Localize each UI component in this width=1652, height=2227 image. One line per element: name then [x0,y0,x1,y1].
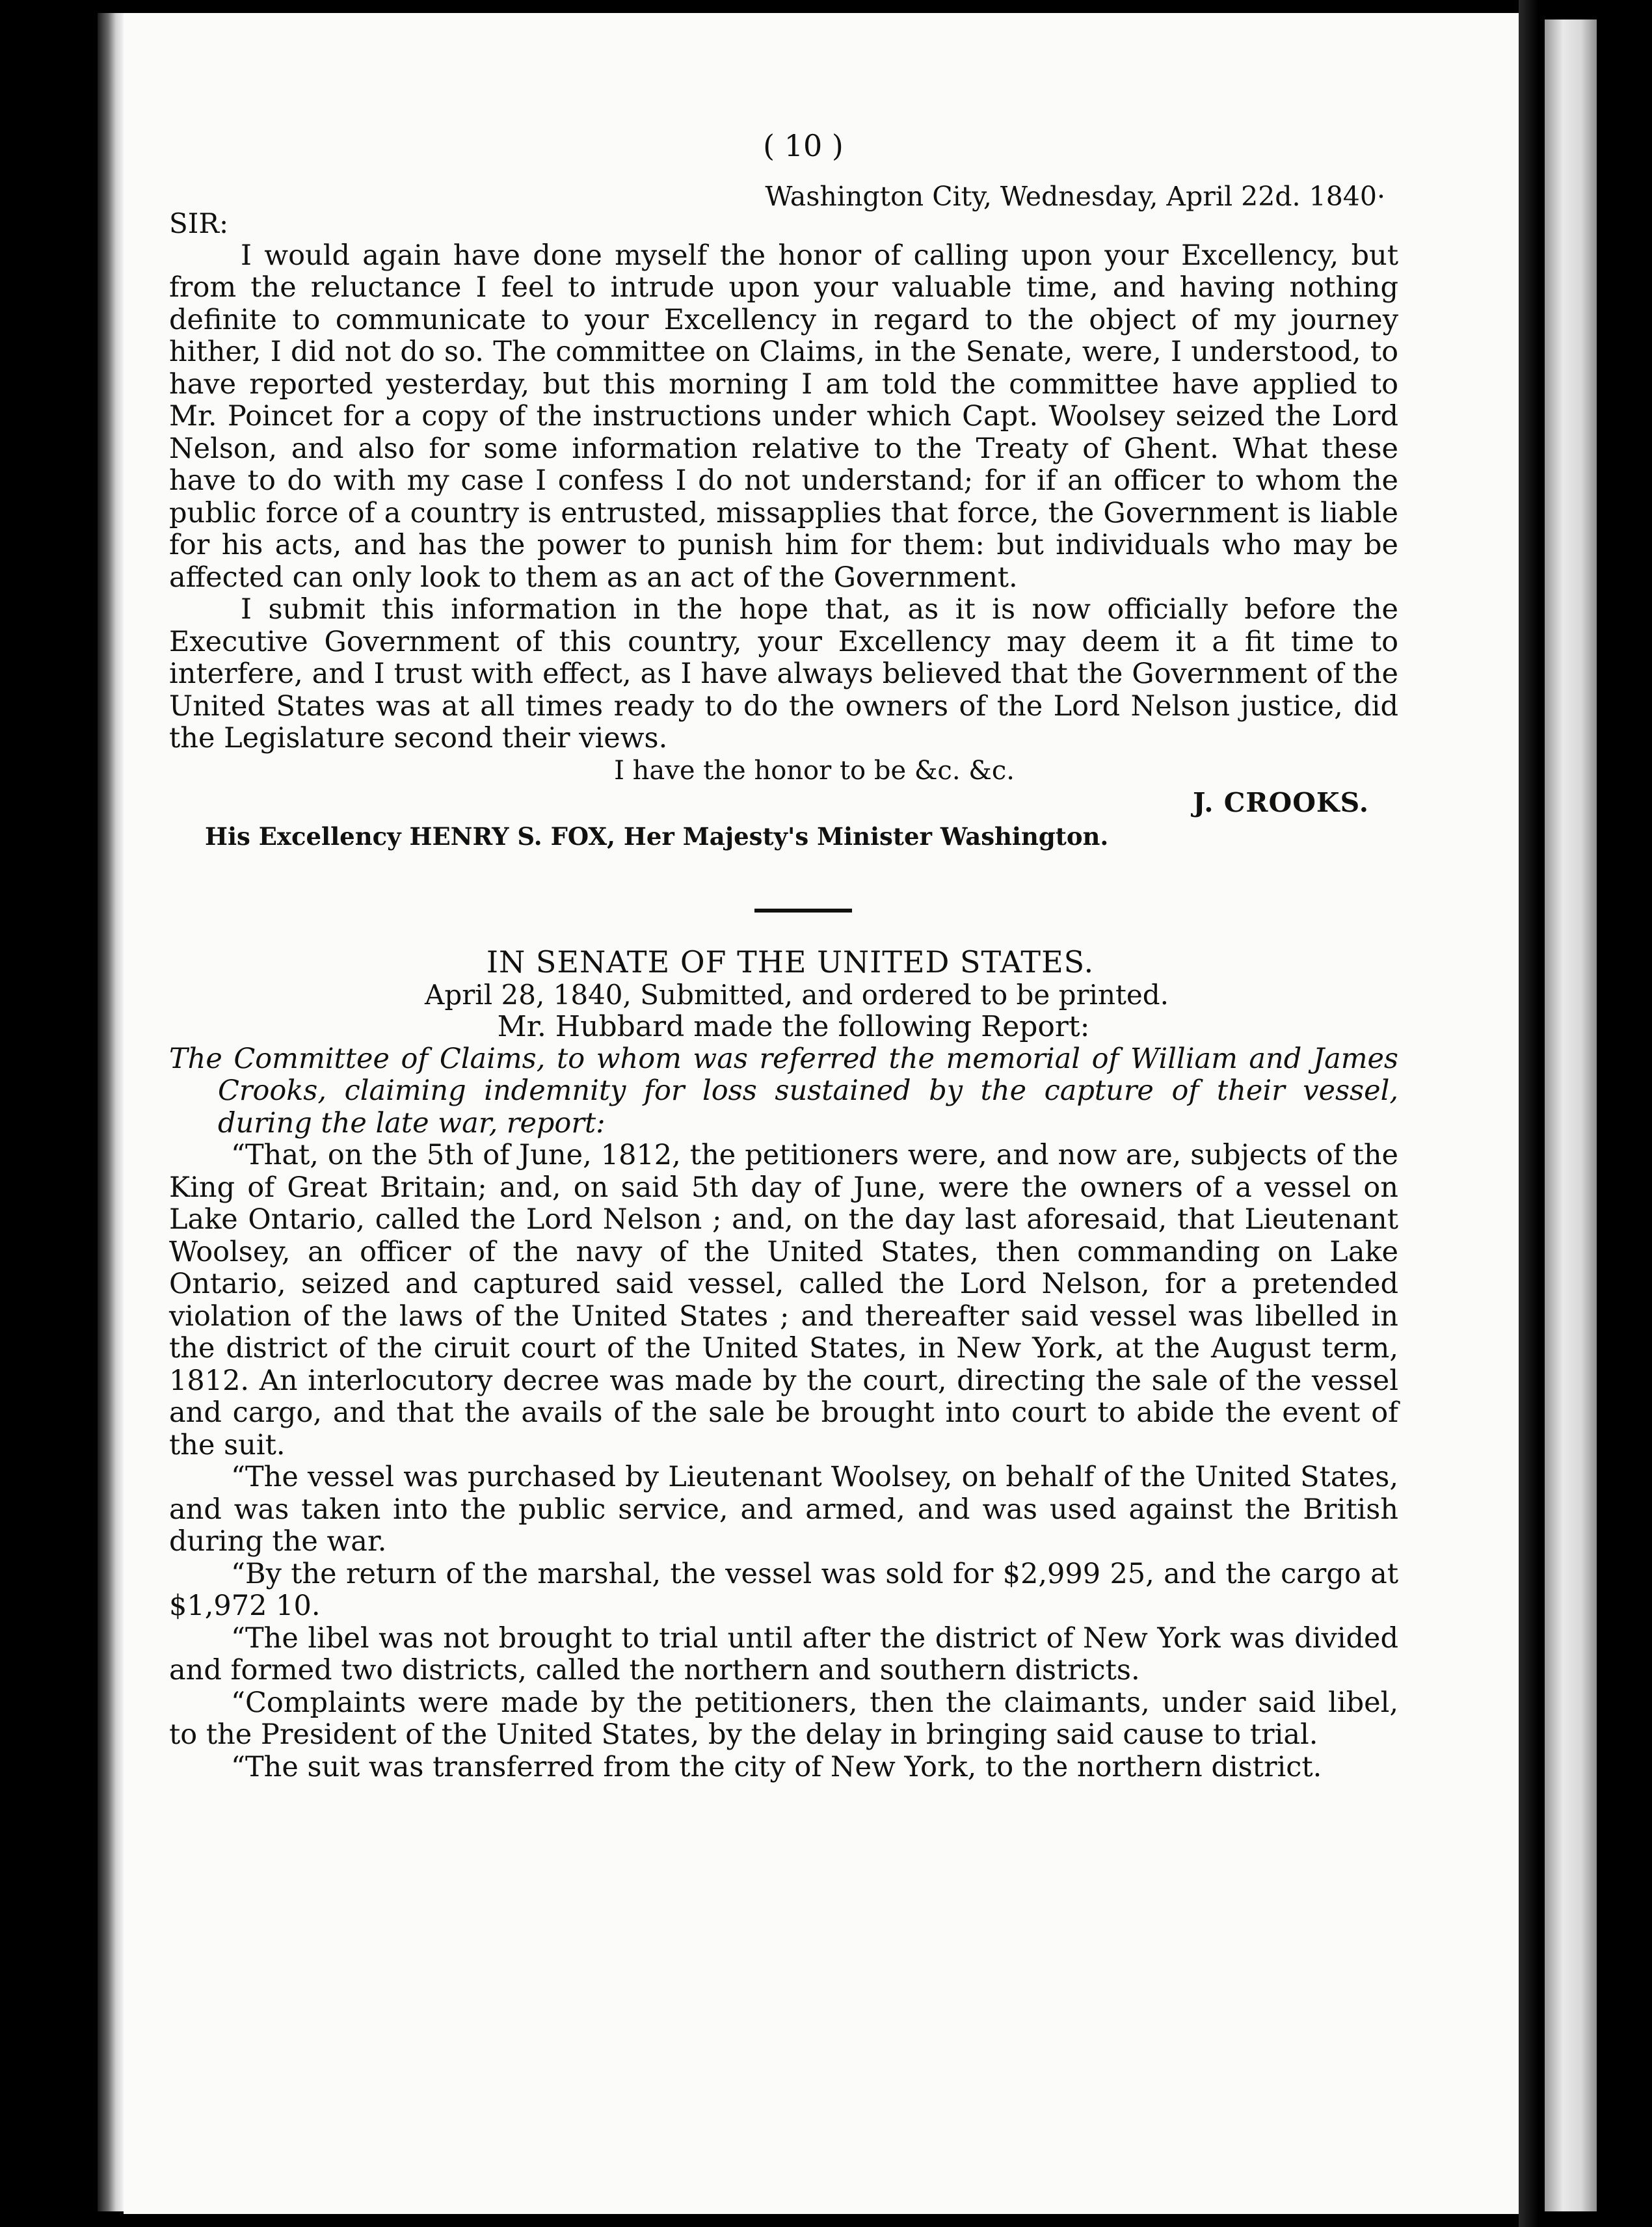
report-paragraph: “By the return of the marshal, the vessel was sold for $2,999 25, and the cargo at $1,972 10. [169,1557,1398,1622]
letter-addressee: His Excellency HENRY S. FOX, Her Majesty's Minister Washington. [205,821,1109,851]
report-caption: The Committee of Claims, to whom was referred the memorial of William and James Crooks, claiming indemnity for loss sustained by the capture of their vessel, during the late war, report: [169,1042,1398,1140]
scan-gutter [1519,0,1538,2227]
letter-salutation: SIR: [169,207,229,239]
report-paragraph: “The suit was transferred from the city of New York, to the northern district. [231,1750,1322,1783]
report-paragraph: “That, on the 5th of June, 1812, the petitioners were, and now are, subjects of the King of Great Britain; and, on said 5th day of June, were the owners of a vessel on Lake Ontario, called the Lord Nelson ; and, on the day last aforesaid, that Lieutenant Woolsey, an officer of the navy of the United States, then commanding on Lake Ontario, seized and captured said vessel, called the Lord Nelson, for a pretended violation of the laws of the United States ; and thereafter said vessel was libelled in the district of the ciruit court of the United States, in New York, at the August term, 1812. An interlocutory decree was made by the court, directing the sale of the vessel and cargo, and that the avails of the sale be brought into court to abide the event of the suit. [169,1139,1398,1461]
report-paragraph: “The libel was not brought to trial until after the district of New York was divided and formed two districts, called the northern and southern districts. [169,1621,1398,1687]
report-caption-wrapper [169,1043,1398,1140]
adjacent-page-edge [1545,20,1597,2211]
senate-reporter-line: Mr. Hubbard made the following Report: [497,1010,1090,1043]
letter-closing: I have the honor to be &c. &c. [614,755,1015,786]
report-paragraph: “Complaints were made by the petitioners, then the claimants, under said libel, to the President of the United States, by the delay in bringing said cause to trial. [169,1686,1398,1751]
page-content [169,130,1398,1783]
section-divider [754,909,852,913]
page-number: ( 10 ) [763,128,844,163]
letter-paragraph: I submit this information in the hope that, as it is now officially before the Executive Government of this country, your Excellency may deem it a fit time to interfere, and I trust with effect, as I have always believed that the Government of the United States was at all times ready to do the owners of the Lord Nelson justice, did the Legislature second their views. [169,593,1398,754]
letter-dateline: Washington City, Wednesday, April 22d. 1840· [765,180,1385,212]
scan-left-edge [98,13,124,2211]
letter-signature: J. CROOKS. [1193,787,1369,818]
report-paragraph: “The vessel was purchased by Lieutenant Woolsey, on behalf of the United States, and was taken into the public service, and armed, and was used against the British during the war. [169,1461,1398,1558]
senate-heading: IN SENATE OF THE UNITED STATES. [486,944,1095,980]
letter-paragraph: I would again have done myself the honor of calling upon your Excellency, but from the reluctance I feel to intrude upon your valuable time, and having nothing definite to communicate to your Excellency in regard to the object of my journey hither, I did not do so. The committee on Claims, in the Senate, were, I understood, to have reported yesterday, but this morning I am told the committee have applied to Mr. Poincet for a copy of the instructions under which Capt. Woolsey seized the Lord Nelson, and also for some information relative to the Treaty of Ghent. What these have to do with my case I confess I do not understand; for if an officer to whom the public force of a country is entrusted, missapplies that force, the Government is liable for his acts, and has the power to punish him for them: but individuals who may be affected can only look to them as an act of the Government. [169,239,1398,594]
senate-date-line: April 28, 1840, Submitted, and ordered to be printed. [424,978,1169,1011]
